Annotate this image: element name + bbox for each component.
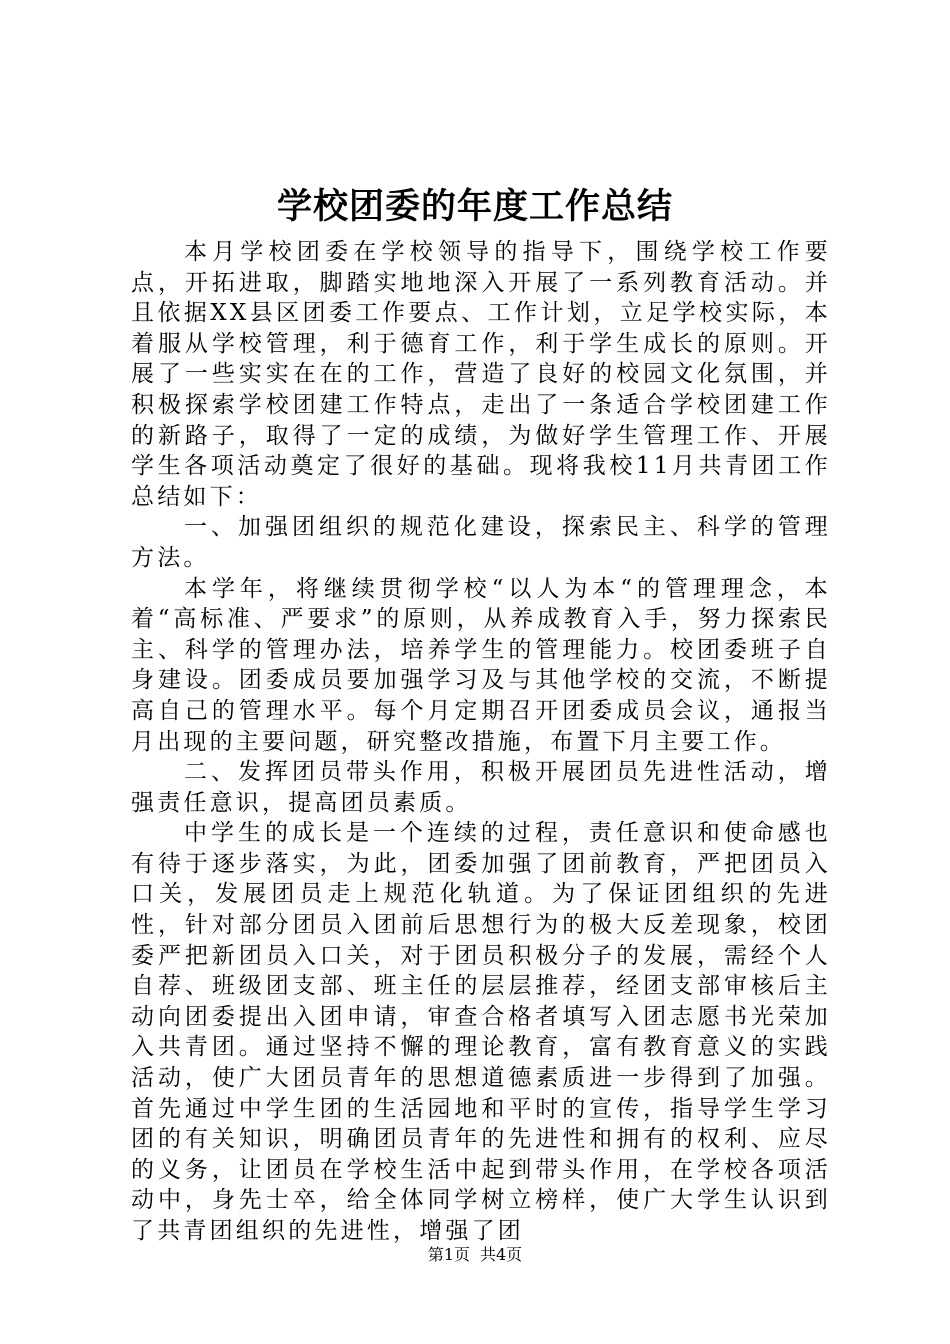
paragraph-intro: 本月学校团委在学校领导的指导下，围绕学校工作要点，开拓进取，脚踏实地地深入开展了一系列教育活动。并且依据XX县区团委工作要点、工作计划，立足学校实际，本着服从学校管理，利于德育工作，利于学生成长的原则。开展了一些实实在在的工作，营造了良好的校园文化氛围，并积极探索学校团建工作特点，走出了一条适合学校团建工作的新路子，取得了一定的成绩，为做好学生管理工作、开展学生各项活动奠定了很好的基础。现将我校11月共青团工作总结如下： xyxy=(131,239,831,510)
page-footer xyxy=(0,1244,950,1266)
section-heading-1: 一、加强团组织的规范化建设，探索民主、科学的管理方法。 xyxy=(131,514,831,571)
section-heading-2: 二、发挥团员带头作用，积极开展团员先进性活动，增强责任意识，提高团员素质。 xyxy=(131,759,831,816)
paragraph-section-2: 中学生的成长是一个连续的过程，责任意识和使命感也有待于逐步落实，为此，团委加强了团前教育，严把团员入口关，发展团员走上规范化轨道。为了保证团组织的先进性，针对部分团员入团前后思想行为的极大反差现象，校团委严把新团员入口关，对于团员积极分子的发展，需经个人自荐、班级团支部、班主任的层层推荐，经团支部审核后主动向团委提出入团申请，审查合格者填写入团志愿书光荣加入共青团。通过坚持不懈的理论教育，富有教育意义的实践活动，使广大团员青年的思想道德素质进一步得到了加强。首先通过中学生团的生活园地和平时的宣传，指导学生学习团的有关知识，明确团员青年的先进性和拥有的权利、应尽的义务，让团员在学校生活中起到带头作用，在学校各项活动中，身先士卒，给全体同学树立榜样，使广大学生认识到了共青团组织的先进性，增强了团 xyxy=(131,820,831,1244)
page-number: 第1页 xyxy=(427,1245,470,1264)
document-title: 学校团委的年度工作总结 xyxy=(276,187,673,227)
page-total: 共4页 xyxy=(480,1245,523,1264)
document-body xyxy=(131,237,831,1247)
paragraph-section-1: 本学年，将继续贯彻学校“以人为本“的管理理念，本着“高标准、严要求”的原则，从养成教育入手，努力探索民主、科学的管理办法，培养学生的管理能力。校团委班子自身建设。团委成员要加强学习及与其他学校的交流，不断提高自己的管理水平。每个月定期召开团委成员会议，通报当月出现的主要问题，研究整改措施，布置下月主要工作。 xyxy=(131,575,831,755)
